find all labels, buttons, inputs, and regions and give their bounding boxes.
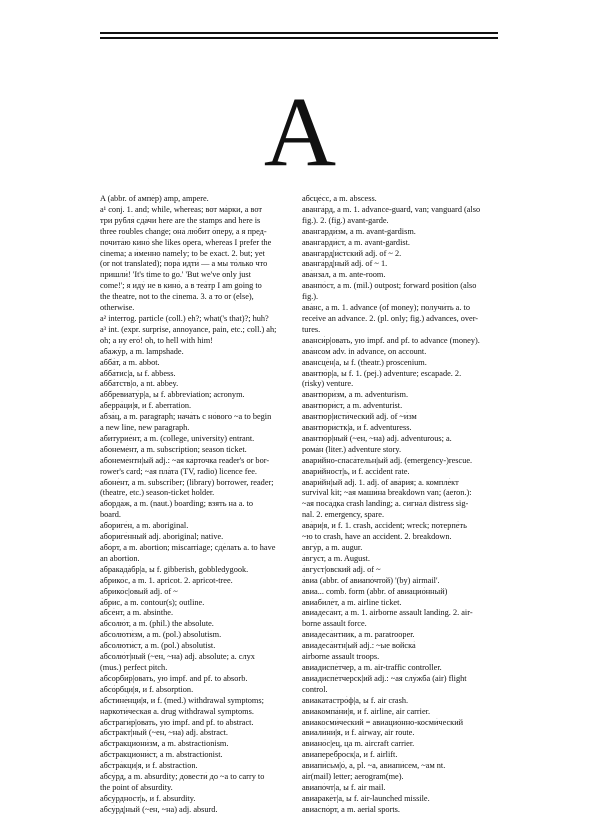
left-column-line: абстракциони́зм, а m. abstractionism.: [100, 739, 229, 749]
right-column-line: авари́йн|ый adj. 1. adj. of ава́рия; а. компле́кт: [302, 477, 459, 487]
right-column-line: авантюри́стк|а, и f. adventuress.: [302, 423, 412, 433]
left-column-line: абсолюти́зм, а m. (pol.) absolutism.: [100, 630, 222, 640]
left-column-line: абстине́нци|я, и f. (med.) withdrawal symptoms;: [100, 695, 264, 705]
right-column-line: авиапи́сьм|о́, а, pl. ~а, авиапи́сем, ~ам nt.: [302, 761, 446, 771]
right-column-line: авангарди́зм, а m. avant-gardism.: [302, 226, 416, 236]
left-column-line: три рубля́ сда́чи here are the stamps and here is: [100, 215, 261, 225]
right-column-line: ~ая поса́дка crash landing; а. сигна́л distress sig-: [302, 499, 469, 509]
left-column-line: почита́ю кино́ she likes opera, whereas I prefer the: [100, 237, 272, 247]
header-rule-bottom: [100, 37, 498, 39]
right-column-line: абсце́сс, а m. abscess.: [302, 194, 377, 203]
left-column-line: otherwise.: [100, 303, 135, 313]
right-column-line: fig.). 2. (fig.) avant-garde.: [302, 215, 389, 225]
left-column-line: абсу́рдност|ь, и f. absurdity.: [100, 793, 196, 803]
right-column-line: ава́нсом adv. in advance, on account.: [302, 346, 427, 356]
left-column-line: (or not translated); пора́ идти́ — а мы то́лько что: [100, 259, 268, 269]
left-column-line: cinema; а и́менно namely; to be exact. 2. but; yet: [100, 248, 265, 258]
left-column-line: the point of absurdity.: [100, 782, 173, 792]
left-column-line: the theatre, not to the cinema. 3. а то or (else),: [100, 292, 254, 302]
right-column-line: аванга́рд, а m. 1. advance-guard, van; vanguard (also: [302, 204, 481, 214]
right-column-line: рома́н (liter.) adventure story.: [302, 444, 402, 454]
left-column-line: board.: [100, 510, 121, 520]
right-column-line: авиадиспе́тчер, а m. air-traffic controller.: [302, 662, 442, 672]
left-column: [100, 194, 297, 816]
right-column: [302, 194, 499, 816]
right-column-line: survival kit; ~ая маши́на breakdown van; (aeron.):: [302, 488, 472, 498]
right-column-line: авиано́с|ец, ца m. aircraft carrier.: [302, 739, 415, 749]
left-column-line: абсе́нт, а m. absinthe.: [100, 608, 174, 618]
left-column-line: абза́ц, а m. paragraph; нача́ть с но́вого ~а to begin: [100, 412, 272, 422]
right-column-line: а́виа (abbr. of авиапо́чтой) '(by) airmail'.: [302, 575, 440, 585]
right-column-line: а́вгуст|овский adj. of ~: [302, 564, 381, 574]
right-column-line: авантюри́ст, а m. adventurist.: [302, 401, 403, 411]
right-column-line: borne assault force.: [302, 619, 367, 629]
right-column-line: авиали́ни|я, и f. airway, air route.: [302, 728, 415, 738]
left-column-line: або́рт, а m. abortion; miscarriage; сде́лать а. to have: [100, 543, 276, 552]
right-column-line: air(mail) letter; aerogram(me).: [302, 772, 404, 782]
right-column-line: ~ю to crash, have an accident. 2. breakdown.: [302, 532, 452, 542]
left-column-line: oh; а ну его́! oh, to hell with him!: [100, 335, 213, 345]
right-column-line: авиакатастро́ф|а, ы f. air crash.: [302, 695, 409, 705]
left-column-line: абсо́рбци|я, и f. absorption.: [100, 684, 194, 694]
left-column-line: a¹ conj. 1. and; while, whereas; вот ма́рки, а вот: [100, 204, 262, 214]
left-column-line: абба́т, а m. abbot.: [100, 357, 160, 367]
left-column-line: а́брис, а m. contour(s); outline.: [100, 597, 205, 607]
right-column-line: авари́йно-спаса́тельн|ый adj. (emergency-)rescue.: [302, 455, 473, 465]
left-column-line: абсу́рд, а m. absurdity; довести́ до ~а to carry to: [100, 772, 265, 782]
left-column-line: пришли́! 'It's time to go.' 'But we've only just: [100, 270, 251, 280]
right-column-line: авгу́р, а m. augur.: [302, 543, 363, 552]
right-column-line: airborne assault troops.: [302, 652, 380, 662]
right-column-line: control.: [302, 684, 328, 694]
right-column-line: авиапо́чт|а, ы f. air mail.: [302, 782, 386, 792]
left-column-line: абсорби́р|овать, ую impf. and pf. to absorb.: [100, 673, 248, 683]
right-column-line: ава́ри|я, и f. 1. crash, accident; wreck; потерпе́ть: [302, 521, 467, 531]
right-column-line: tures.: [302, 324, 321, 334]
left-column-line: абстраги́р|овать, ую impf. and pf. to abstract.: [100, 717, 254, 727]
right-column-line: авангард|и́стский adj. of ~ 2.: [302, 248, 402, 258]
right-column-line: авиадеса́нтник, а m. paratrooper.: [302, 630, 415, 640]
left-column-line: rower's card; ~ая пла́та (TV, radio) licence fee.: [100, 466, 257, 476]
right-column-line: авиараке́т|а, ы f. air-launched missile.: [302, 793, 430, 803]
left-column-line: абстра́кци|я, и f. abstraction.: [100, 761, 198, 771]
right-column-line: авиадеса́нтн|ый adj.: ~ые войска́: [302, 641, 416, 651]
left-column-line: абсолюти́ст, а m. (pol.) absolutist.: [100, 641, 216, 651]
left-column-line: аббревиату́р|а, ы f. abbreviation; acronym.: [100, 390, 245, 400]
right-column-line: ава́нс, а m. 1. advance (of money); получи́ть а. to: [302, 303, 470, 313]
right-column-line: receive an advance. 2. (pl. only; fig.) advances, over-: [302, 313, 479, 323]
left-column-line: абсолю́т|ный (~ен, ~на) adj. absolute; а. слух: [100, 652, 255, 662]
left-column-line: наркоти́ческая а. drug withdrawal symptoms.: [100, 706, 254, 716]
right-column-line: авангарди́ст, а m. avant-gardist.: [302, 237, 410, 247]
section-letter: A: [263, 76, 337, 187]
right-column-line: аванпо́ст, а m. (mil.) outpost; forward position (also: [302, 281, 477, 291]
left-column-line: come!'; я иду́ не в кино́, а в теа́тр I am going to: [100, 281, 262, 291]
right-column-line: авантю́р|а, ы f. 1. (pej.) adventure; escapade. 2.: [302, 368, 462, 378]
right-column-line: аванси́р|овать, ую impf. and pf. to advance (money).: [302, 335, 480, 345]
right-column-line: авиадеса́нт, а m. 1. airborne assault landing. 2. air-: [302, 608, 473, 618]
left-column-line: абсу́рд|ный (~ен, ~на) adj. absurd.: [100, 804, 218, 814]
left-column-line: абонеме́нтн|ый adj.: ~ая ка́рточка reader's or bor-: [100, 455, 270, 465]
left-column-line: абонеме́нт, а m. subscription; season ticket.: [100, 444, 247, 454]
right-column-line: авиаспо́рт, а m. aerial sports.: [302, 804, 400, 814]
left-column-line: three roubles change; она́ лю́бит о́перу, а я пред-: [100, 226, 267, 236]
right-column-line: авантюр|исти́ческий adj. of ~и́зм: [302, 412, 417, 422]
left-column-line: абстра́кт|ный (~ен, ~на) adj. abstract.: [100, 728, 229, 738]
left-column-line: абба́тств|о, а nt. abbey.: [100, 379, 179, 389]
left-column-line: абитурие́нт, а m. (college, university) entrant.: [100, 433, 255, 443]
right-column-line: авиакомпа́ни|я, и f. airline, air carrier.: [302, 706, 431, 716]
left-column-line: абба́тис|а, ы f. abbess.: [100, 368, 176, 378]
left-column-line: a new line, new paragraph.: [100, 423, 190, 433]
left-column-line: a² interrog. particle (coll.) eh?; what('s that)?; huh?: [100, 313, 269, 323]
right-column-line: авиадиспе́тчерск|ий adj.: ~ая слу́жба (air) flight: [302, 673, 467, 683]
right-column-line: авари́йност|ь, и f. accident rate.: [302, 466, 410, 476]
right-column-line: а́вгуст, а m. August.: [302, 553, 370, 563]
left-column-line: абориге́нный adj. aboriginal; native.: [100, 532, 224, 542]
right-column-line: авиапереб́роск|а, и f. airlift.: [302, 750, 398, 760]
left-column-line: абракада́бр|а, ы f. gibberish, gobbledygook.: [100, 564, 249, 574]
right-column-line: (risky) venture.: [302, 379, 354, 389]
right-column-line: авиабиле́т, а m. airline ticket.: [302, 597, 402, 607]
right-column-line: авиакосми́ческий = авиацио́нно-косми́ческий: [302, 717, 464, 727]
header-rule-top: [100, 32, 498, 34]
left-column-line: абоне́нт, а m. subscriber; (library) borrower, reader;: [100, 477, 274, 487]
right-column-line: авантюри́зм, а m. adventurism.: [302, 390, 409, 400]
right-column-line: fig.).: [302, 292, 319, 302]
left-column-line: абориге́н, а m. aboriginal.: [100, 521, 189, 531]
left-column-line: абрико́с|овый adj. of ~: [100, 586, 178, 596]
right-column-line: авансце́н|а, ы f. (theatr.) proscenium.: [302, 357, 427, 367]
left-column-line: аборда́ж, а m. (naut.) boarding; взять на а. to: [100, 499, 254, 509]
left-column-line: аберра́ци|я, и f. aberration.: [100, 401, 192, 411]
right-column-line: авантю́р|ный (~ен, ~на) adj. adventurous; а.: [302, 433, 452, 443]
right-column-line: авиа... comb. form (abbr. of авиацио́нный): [302, 586, 448, 596]
left-column-line: (theatre, etc.) season-ticket holder.: [100, 488, 215, 498]
left-column-line: абстракциони́ст, а m. abstractionist.: [100, 750, 223, 760]
left-column-line: абсолю́т, а m. (phil.) the absolute.: [100, 619, 214, 629]
left-column-line: a³ int. (expr. surprise, annoyance, pain, etc.; coll.) ah;: [100, 324, 277, 334]
right-column-line: nal. 2. emergency, spare.: [302, 510, 385, 520]
right-column-line: аванга́рд|ный adj. of ~ 1.: [302, 259, 388, 269]
left-column-line: an abortion.: [100, 553, 140, 563]
right-column-line: ава́нзал, а m. ante-room.: [302, 270, 386, 280]
left-column-line: абажу́р, а m. lampshade.: [100, 346, 184, 356]
left-column-line: (mus.) perfect pitch.: [100, 662, 168, 672]
left-column-line: A (abbr. of ампе́р) amp, ampere.: [100, 194, 209, 203]
left-column-line: абрико́с, а m. 1. apricot. 2. apricot-tree.: [100, 575, 233, 585]
